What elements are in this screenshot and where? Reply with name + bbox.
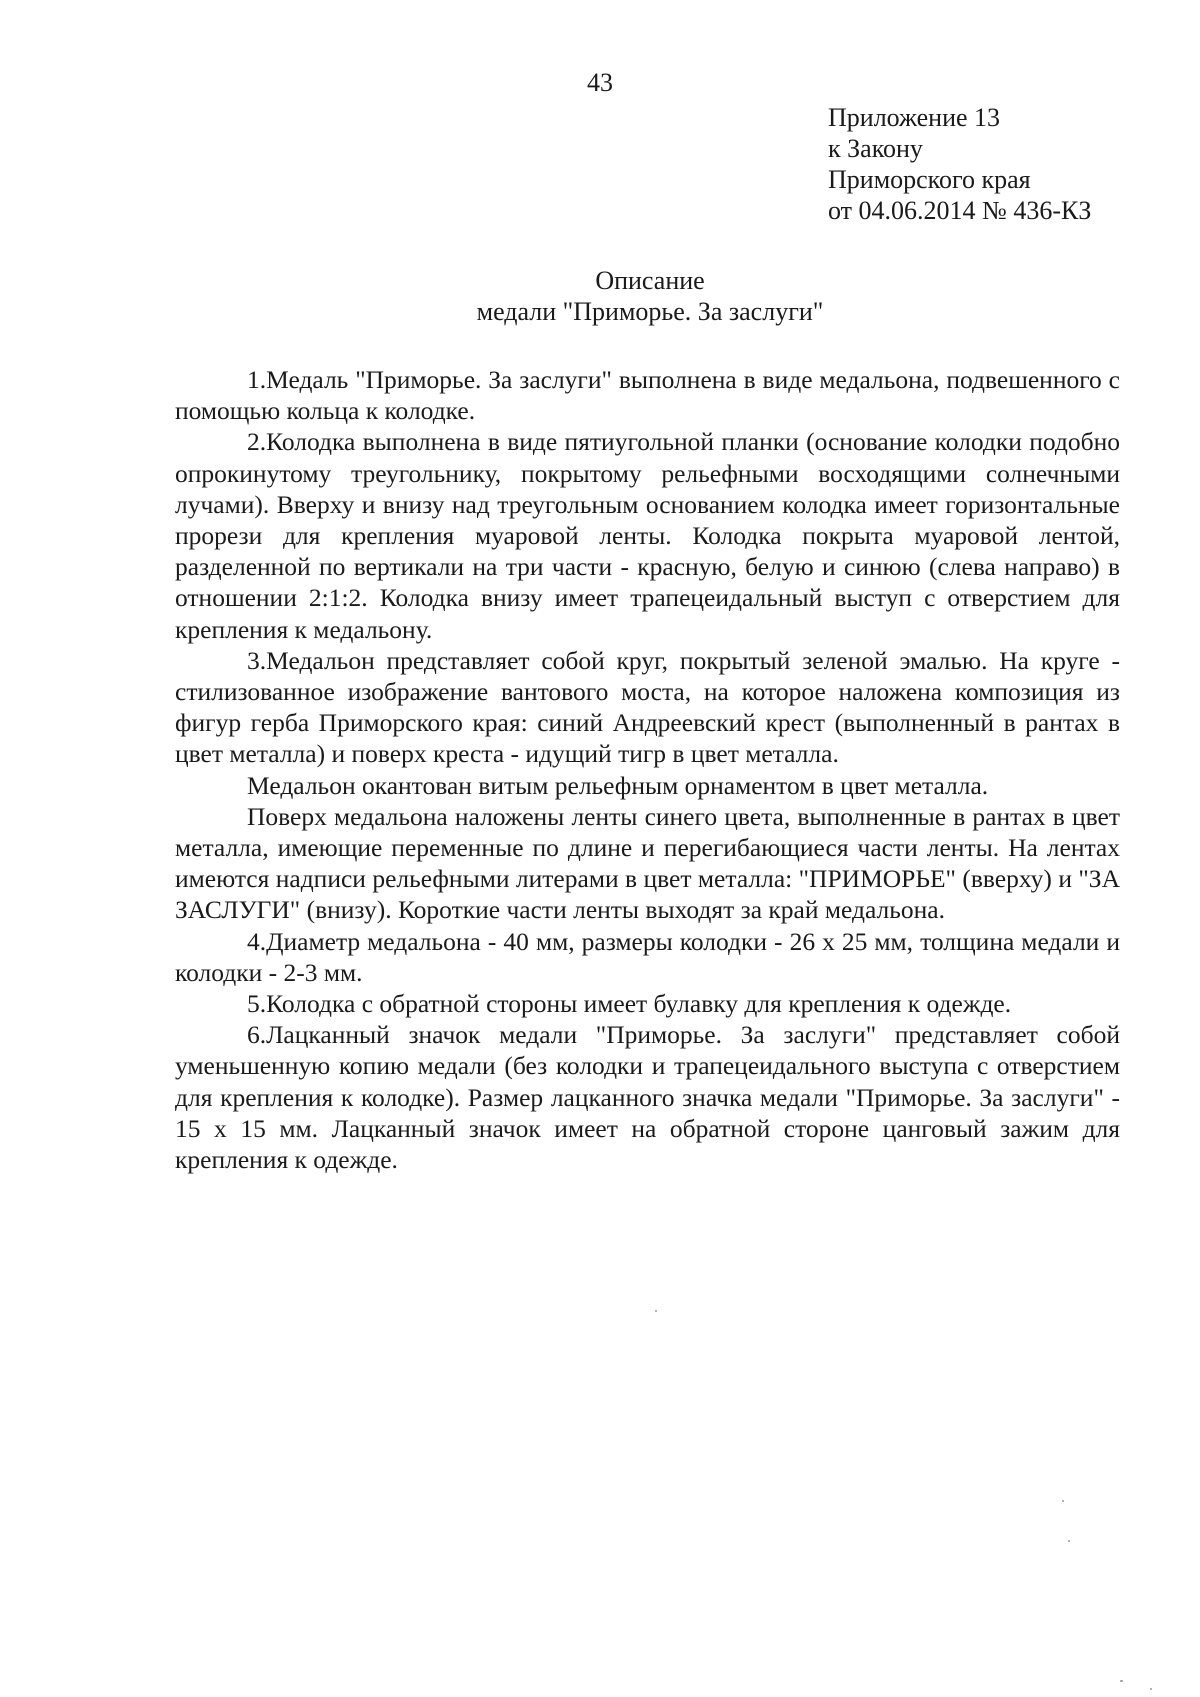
paragraph-3: 3.Медальон представляет собой круг, покрытый зеленой эмалью. На круге - стилизованное изображение вантового моста, на которое наложена композиция из фигур герба Приморского края: синий Андреевский крест (выполненный в рантах в цвет металла) и поверх креста - идущий тигр в цвет металла. [175,645,1120,769]
title-line-1: Описание [595,266,705,295]
scan-speck [1068,1540,1070,1542]
scan-speck [1120,1680,1123,1682]
appendix-line-2: к Закону [828,134,923,163]
document-body [175,364,1120,1175]
scan-speck [1062,1500,1064,1502]
page-number: 43 [587,68,613,97]
paragraph-4: 4.Диаметр медальона - 40 мм, размеры колодки - 26 х 25 мм, толщина медали и колодки - 2-3 мм. [175,926,1120,987]
paragraph-5: 5.Колодка с обратной стороны имеет булавку для крепления к одежде. [247,989,1012,1019]
appendix-line-4: от 04.06.2014 № 436-КЗ [828,196,1092,225]
appendix-reference [828,102,1091,226]
document-title [0,265,1200,327]
title-line-2: медали "Приморье. За заслуги" [476,297,824,326]
scan-speck [1150,1688,1152,1690]
appendix-line-3: Приморского края [828,165,1031,194]
appendix-line-1: Приложение 13 [828,103,1001,132]
paragraph-3-ribbons: Поверх медальона наложены ленты синего цвета, выполненные в рантах в цвет металла, имеющие переменные по длине и перегибающиеся части ленты. На лентах имеются надписи рельефными литерами в цвет металла: "ПРИМОРЬЕ" (вверху) и "ЗА ЗАСЛУГИ" (внизу). Короткие части ленты выходят за край медальона. [175,801,1120,925]
paragraph-1: 1.Медаль "Приморье. За заслуги" выполнена в виде медальона, подвешенного с помощью кольца к колодке. [175,365,1120,426]
paragraph-6: 6.Лацканный значок медали "Приморье. За заслуги" представляет собой уменьшенную копию медали (без колодки и трапецеидального выступа с отверстием для крепления к колодке). Размер лацканного значка медали "Приморье. За заслуги" - 15 х 15 мм. Лацканный значок имеет на обратной стороне цанговый зажим для крепления к одежде. [175,1020,1120,1175]
scan-speck [655,1310,657,1312]
paragraph-3-continued: Медальон окантован витым рельефным орнаментом в цвет металла. [247,770,989,800]
paragraph-2: 2.Колодка выполнена в виде пятиугольной планки (основание колодки подобно опрокинутому треугольнику, покрытому рельефными восходящими солнечными лучами). Вверху и внизу над треугольным основанием колодка имеет горизонтальные прорези для крепления муаровой ленты. Колодка покрыта муаровой лентой, разделенной по вертикали на три части - красную, белую и синюю (слева направо) в отношении 2:1:2. Колодка внизу имеет трапецеидальный выступ с отверстием для крепления к медальону. [175,427,1120,644]
